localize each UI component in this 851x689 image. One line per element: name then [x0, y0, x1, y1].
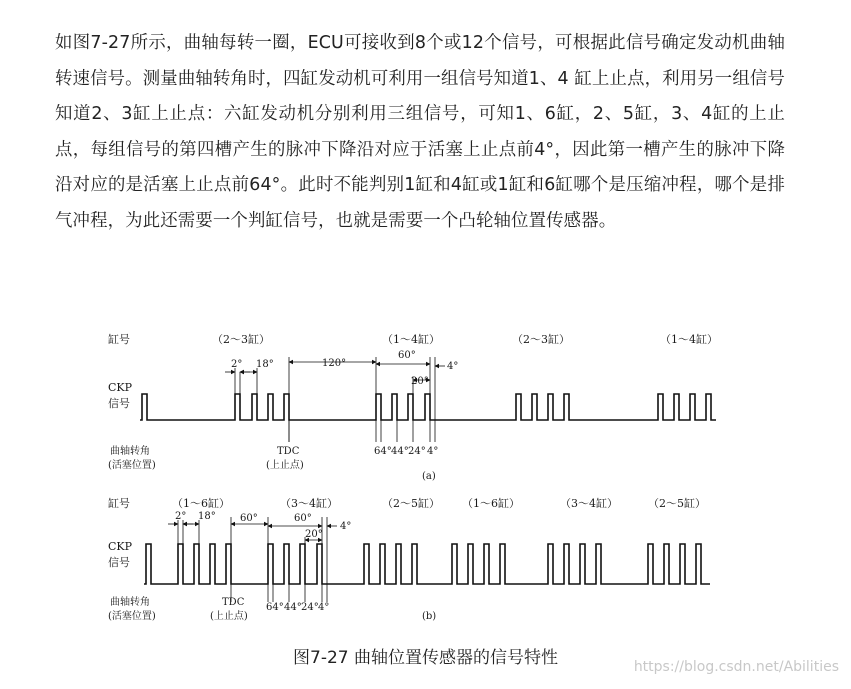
figure-caption: 图7-27 曲轴位置传感器的信号特性	[293, 648, 558, 668]
cylinder-group-label: （1～4缸）	[382, 333, 440, 346]
dimension-label-2deg: 2°	[175, 511, 187, 522]
bottom-angle-label: 4°	[427, 446, 439, 457]
dimension-label-2deg: 2°	[231, 359, 243, 370]
dimension-label-60deg: 60°	[240, 513, 258, 524]
bottom-angle-label: 44°	[284, 602, 302, 613]
tdc-label: TDC	[222, 597, 245, 608]
dimension-label-20deg: 20°	[411, 376, 429, 387]
dimension-label-60deg: 60°	[398, 350, 416, 361]
dimension-label-20deg: 20°	[305, 529, 323, 540]
cylinder-group-label: （3～4缸）	[280, 497, 338, 510]
cylinder-group-label: （2～3缸）	[212, 333, 270, 346]
dimension-label-120deg: 120°	[322, 358, 347, 369]
ckp-waveform	[144, 544, 710, 584]
blog-watermark: https://blog.csdn.net/Abilities	[633, 659, 839, 675]
ckp-signal-label: CKP	[108, 381, 133, 394]
diagram-a	[108, 333, 718, 482]
dimension-label-4deg: 4°	[340, 521, 352, 532]
tdc-label: (上止点)	[266, 460, 304, 471]
bottom-angle-label: 44°	[391, 446, 409, 457]
subfigure-label-b: (b)	[422, 611, 437, 622]
subfigure-label-a: (a)	[422, 471, 436, 482]
crank-angle-label: 曲轴转角	[110, 446, 150, 457]
dimension-label-18deg: 18°	[256, 359, 274, 370]
ckp-signal-label: 信号	[108, 556, 130, 569]
cylinder-label: 缸号	[108, 333, 130, 346]
tdc-label: TDC	[277, 446, 300, 457]
cylinder-group-label: （1～4缸）	[660, 333, 718, 346]
bottom-angle-label: 24°	[301, 602, 319, 613]
crank-angle-label: 曲轴转角	[110, 597, 150, 608]
ckp-signal-label: CKP	[108, 540, 133, 553]
cylinder-group-label: （1～6缸）	[172, 497, 230, 510]
crank-angle-label: (活塞位置)	[108, 460, 156, 471]
bottom-angle-label: 64°	[266, 602, 284, 613]
article-paragraph: 如图7-27所示，曲轴每转一圈，ECU可接收到8个或12个信号，可根据此信号确定发动机曲轴转速信号。测量曲轴转角时，四缸发动机可利用一组信号知道1、4 缸上止点，利用另一组信号知道2、3缸上止点：六缸发动机分别利用三组信号，可知1、6缸，2、5缸，3、4缸的上止点，每组信号的第四槽产生的脉冲下降沿对应于活塞上止点前4°，因此第一槽产生的脉冲下降沿对应的是活塞上止点前64°。此时不能判别1缸和4缸或1缸和6缸哪个是压缩冲程，哪个是排气冲程，为此还需要一个判缸信号，也就是需要一个凸轮轴位置传感器。	[55, 33, 785, 231]
cylinder-group-label: （2～3缸）	[512, 333, 570, 346]
bottom-angle-label: 4°	[318, 602, 330, 613]
dimension-label-18deg: 18°	[198, 511, 216, 522]
ckp-waveform	[140, 394, 716, 420]
dimension-label-4deg: 4°	[447, 361, 459, 372]
ckp-signal-label: 信号	[108, 397, 130, 410]
bottom-angle-label: 64°	[374, 446, 392, 457]
cylinder-group-label: （2～5缸）	[382, 497, 440, 510]
cylinder-label: 缸号	[108, 497, 130, 510]
tdc-label: (上止点)	[210, 611, 248, 622]
cylinder-group-label: （2～5缸）	[648, 497, 706, 510]
bottom-angle-label: 24°	[408, 446, 426, 457]
cylinder-group-label: （1～6缸）	[462, 497, 520, 510]
dimension-label-60deg: 60°	[294, 513, 312, 524]
diagram-b	[108, 497, 710, 622]
ckp-signal-figure	[100, 322, 740, 622]
cylinder-group-label: （3～4缸）	[560, 497, 618, 510]
crank-angle-label: (活塞位置)	[108, 611, 156, 622]
